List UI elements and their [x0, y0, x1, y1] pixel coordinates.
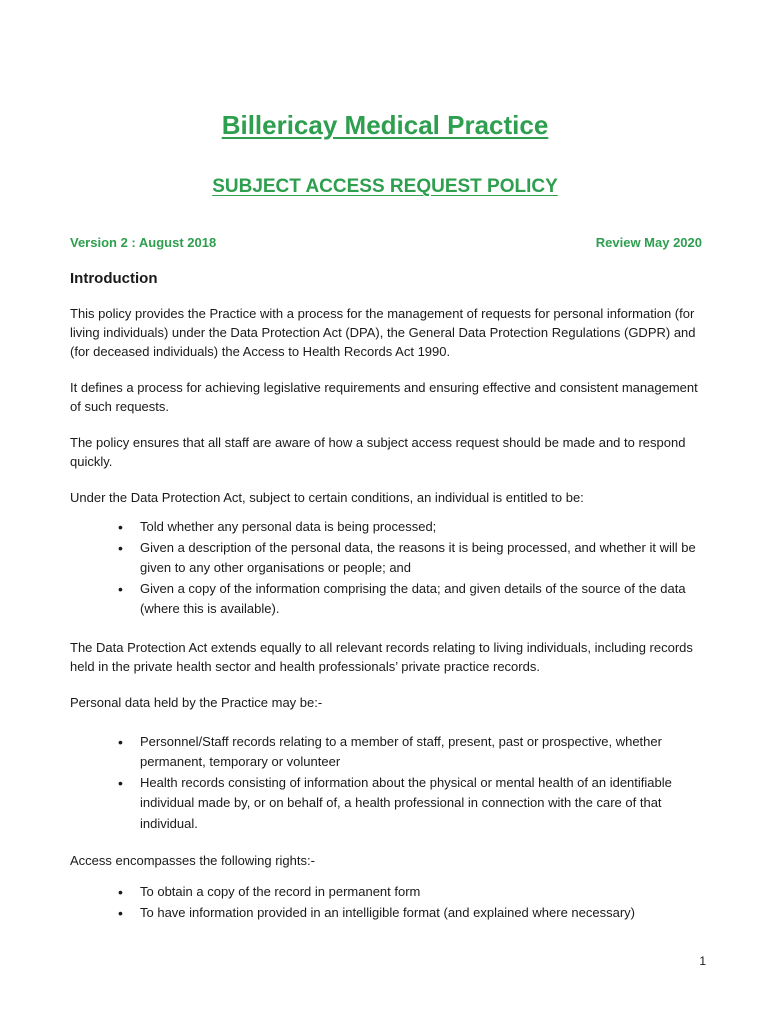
paragraph-staff: The policy ensures that all staff are aware of how a subject access request should be made and to respond quickly. [70, 435, 686, 469]
list-item: • Told whether any personal data is being processed; [140, 517, 702, 538]
list-item: • Given a description of the personal data, the reasons it is being processed, and whether it will be given to any other organisations or people; and [140, 538, 702, 579]
practice-title: Billericay Medical Practice [221, 110, 549, 140]
paragraph-entitlement: Under the Data Protection Act, subject to certain conditions, an individual is entitled to be: [70, 490, 584, 505]
version-row [70, 235, 702, 250]
paragraph-access: Access encompasses the following rights:- [70, 853, 315, 868]
list-item: • Personnel/Staff records relating to a member of staff, present, past or prospective, whether permanent, temporary or volunteer [140, 732, 702, 773]
policy-body [70, 268, 702, 940]
paragraph-purpose: This policy provides the Practice with a process for the management of requests for personal information (for living individuals) under the Data Protection Act (DPA), the General Data Protection Regulations (GDPR) and (for deceased individuals) the Access to Health Records Act 1990. [70, 306, 696, 359]
list-item: • Given a copy of the information comprising the data; and given details of the source of the data (where this is available). [140, 579, 702, 620]
section-heading: Introduction [70, 270, 158, 287]
list-item: • To have information provided in an intelligible format (and explained where necessary) [140, 903, 702, 924]
policy-title: SUBJECT ACCESS REQUEST POLICY [212, 176, 558, 197]
paragraph-personal-data: Personal data held by the Practice may be:- [70, 694, 323, 710]
entitlement-list [70, 517, 702, 620]
version-label: Version 2 : August 2018 [70, 235, 217, 250]
paragraph-process: It defines a process for achieving legislative requirements and ensuring effective and consistent management of such requests. [70, 380, 698, 414]
list-item: • Health records consisting of information about the physical or mental health of an identifiable individual made by, or on behalf of, a health professional in connection with the care of that individual. [140, 773, 702, 835]
personal-data-list [70, 732, 702, 835]
paragraph-scope: The Data Protection Act extends equally to all relevant records relating to living individuals, including records held in the private health sector and health professionals’ private practice records. [70, 639, 693, 674]
page-number: 1 [699, 954, 706, 968]
list-item: • To obtain a copy of the record in permanent form [140, 882, 702, 903]
rights-list [70, 882, 702, 923]
review-label: Review May 2020 [595, 235, 702, 250]
